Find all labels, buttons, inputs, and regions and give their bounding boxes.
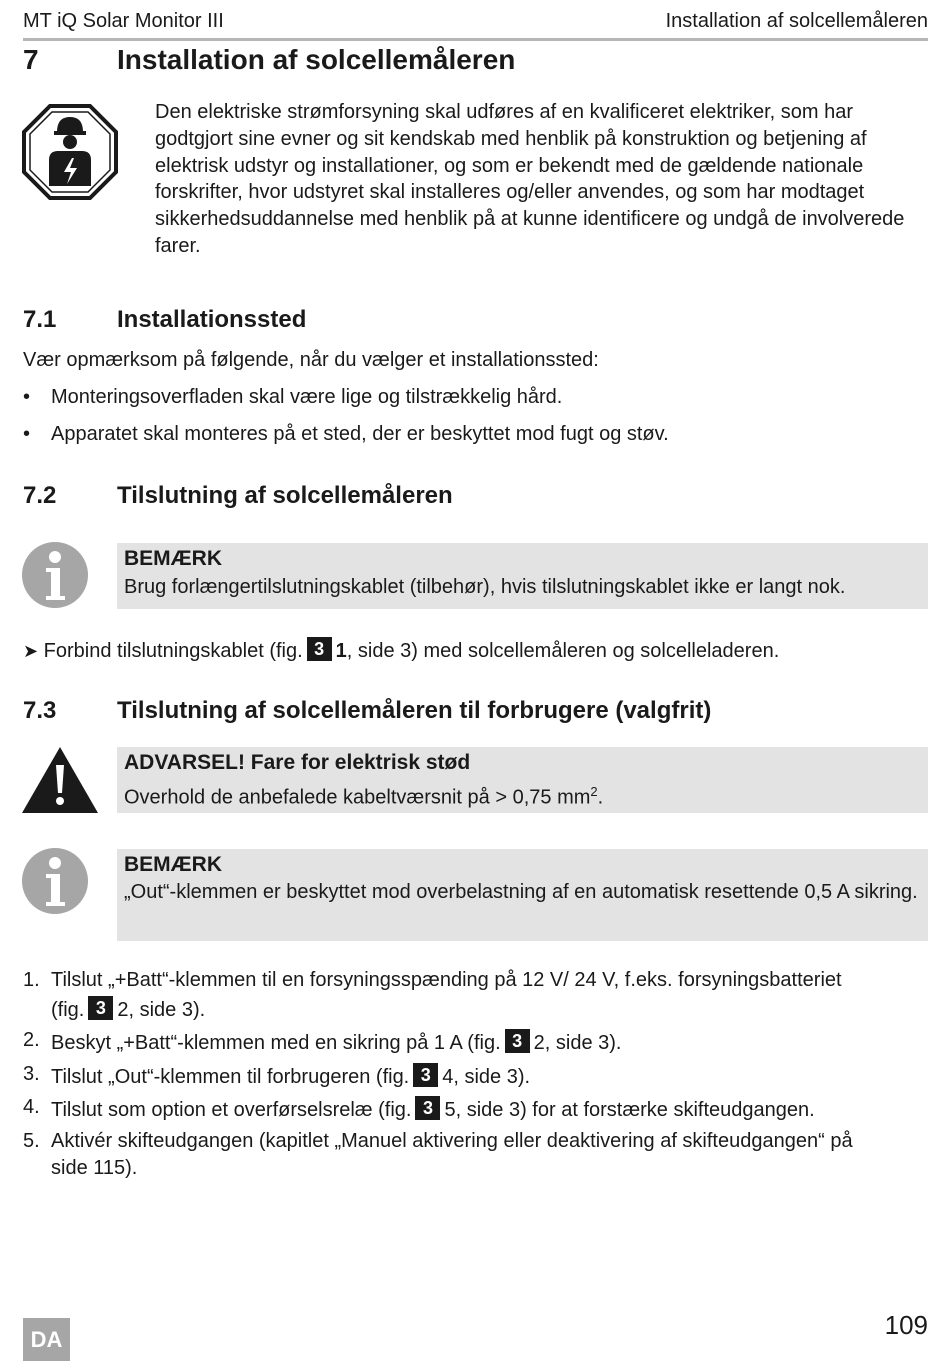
section-7-intro: Den elektriske strømforsyning skal udføres af en kvalificeret elektriker, som har godtgjort sine evner og sit kendskab med henblik på konstruktion og betjening af elektrisk udstyr og installationer, og som er bekendt med de gældende nationale forskrifter, hvor udstyret skal installeres og/eller anvendes, og som har modtaget sikkerhedsuddannelse med henblik på at kunne identificere og undgå de involverede farer. <box>155 101 905 257</box>
page-header <box>23 8 928 41</box>
section-7-heading <box>0 44 950 80</box>
section-7-1-heading <box>0 306 950 336</box>
warning-triangle-icon <box>22 747 98 813</box>
figure-badge: 3 <box>415 1096 440 1120</box>
numbered-step-continuation <box>51 996 205 1022</box>
figure-badge: 3 <box>88 996 113 1020</box>
section-number: 7.3 <box>23 697 57 724</box>
section-7-2-heading <box>0 482 950 512</box>
step-text: 5, side 3) for at forstærke skifteudgangen. <box>444 1099 815 1121</box>
note-title: BEMÆRK <box>124 853 222 876</box>
numbered-step <box>23 1063 531 1088</box>
numbered-step <box>23 1130 853 1153</box>
numbered-step <box>23 969 842 992</box>
step-text: 2, side 3). <box>117 999 206 1021</box>
section-number: 7.1 <box>23 306 57 333</box>
section-title: Tilslutning af solcellemåleren <box>117 482 453 509</box>
step-number: 4. <box>23 1096 40 1118</box>
step-number: 2. <box>23 1029 40 1051</box>
language-badge: DA <box>23 1318 70 1361</box>
note-text: „Out“-klemmen er beskyttet mod overbelastning af en automatisk resettende 0,5 A sikring. <box>124 881 918 903</box>
section-7-3-heading <box>0 697 950 727</box>
note-text: Brug forlængertilslutningskablet (tilbehør), hvis tilslutningskablet ikke er langt nok. <box>124 576 846 598</box>
section-title: Installation af solcellemåleren <box>117 44 516 75</box>
warning-text <box>124 778 918 812</box>
step-number: 1. <box>23 969 40 991</box>
header-chapter-title: Installation af solcellemåleren <box>665 10 928 32</box>
numbered-step <box>23 1029 622 1054</box>
section-number: 7 <box>23 44 39 75</box>
step-text: (fig. <box>51 999 85 1021</box>
list-item <box>23 386 563 409</box>
section-title: Installationssted <box>117 306 307 333</box>
step-text-pre: Forbind tilslutningskablet (fig. <box>43 640 303 662</box>
bullet-dot: • <box>23 386 31 408</box>
figure-ref: 1 <box>335 640 347 662</box>
step-number: 3. <box>23 1063 40 1085</box>
page-number: 109 <box>884 1310 928 1340</box>
figure-badge: 3 <box>307 637 332 661</box>
superscript: 2 <box>590 784 598 799</box>
step-text: Beskyt „+Batt“-klemmen med en sikring på 1 A (fig. <box>51 1032 501 1054</box>
list-item-text: Monteringsoverfladen skal være lige og tilstrækkelig hård. <box>51 386 563 408</box>
warning-title: ADVARSEL! Fare for elektrisk stød <box>124 751 471 774</box>
section-7-1-lead: Vær opmærksom på følgende, når du vælger et installationssted: <box>23 349 599 371</box>
step-text: Tilslut „Out“-klemmen til forbrugeren (fig. <box>51 1066 410 1088</box>
bullet-dot: • <box>23 423 31 445</box>
warning-text-main: Overhold de anbefalede kabeltværsnit på > 0,75 mm <box>124 786 591 809</box>
instruction-step <box>23 637 779 663</box>
step-text: 4, side 3). <box>442 1066 531 1088</box>
step-number: 5. <box>23 1130 40 1152</box>
warning-box <box>117 747 928 813</box>
note-box <box>117 543 928 609</box>
step-text: Tilslut „+Batt“-klemmen til en forsyningsspænding på 12 V/ 24 V, f.eks. forsyningsbatteriet <box>51 969 842 991</box>
info-icon <box>22 848 88 914</box>
step-body <box>51 1029 621 1055</box>
numbered-step <box>23 1096 815 1121</box>
section-title: Tilslutning af solcellemåleren til forbrugere (valgfrit) <box>117 697 712 724</box>
numbered-step-continuation: side 115). <box>51 1157 138 1179</box>
step-text-post: , side 3) med solcellemåleren og solcelleladeren. <box>346 640 780 662</box>
step-text: 2, side 3). <box>533 1032 622 1054</box>
header-product-name: MT iQ Solar Monitor III <box>23 10 224 32</box>
step-text: Tilslut som option et overførselsrelæ (fig. <box>51 1099 412 1121</box>
note-title: BEMÆRK <box>124 547 222 570</box>
step-body <box>51 1063 530 1089</box>
figure-badge: 3 <box>505 1029 530 1053</box>
step-text: Aktivér skifteudgangen (kapitlet „Manuel aktivering eller deaktivering af skifteudgangen“ på <box>51 1130 853 1152</box>
list-item-text: Apparatet skal monteres på et sted, der er beskyttet mod fugt og støv. <box>51 423 669 445</box>
list-item <box>23 423 669 446</box>
arrow-icon: ➤ <box>23 641 39 661</box>
section-number: 7.2 <box>23 482 57 509</box>
step-body <box>51 1096 815 1122</box>
qualified-electrician-icon <box>22 104 118 200</box>
figure-badge: 3 <box>413 1063 438 1087</box>
warning-text-end: . <box>597 786 604 809</box>
note-box <box>117 849 928 941</box>
info-icon <box>22 542 88 608</box>
